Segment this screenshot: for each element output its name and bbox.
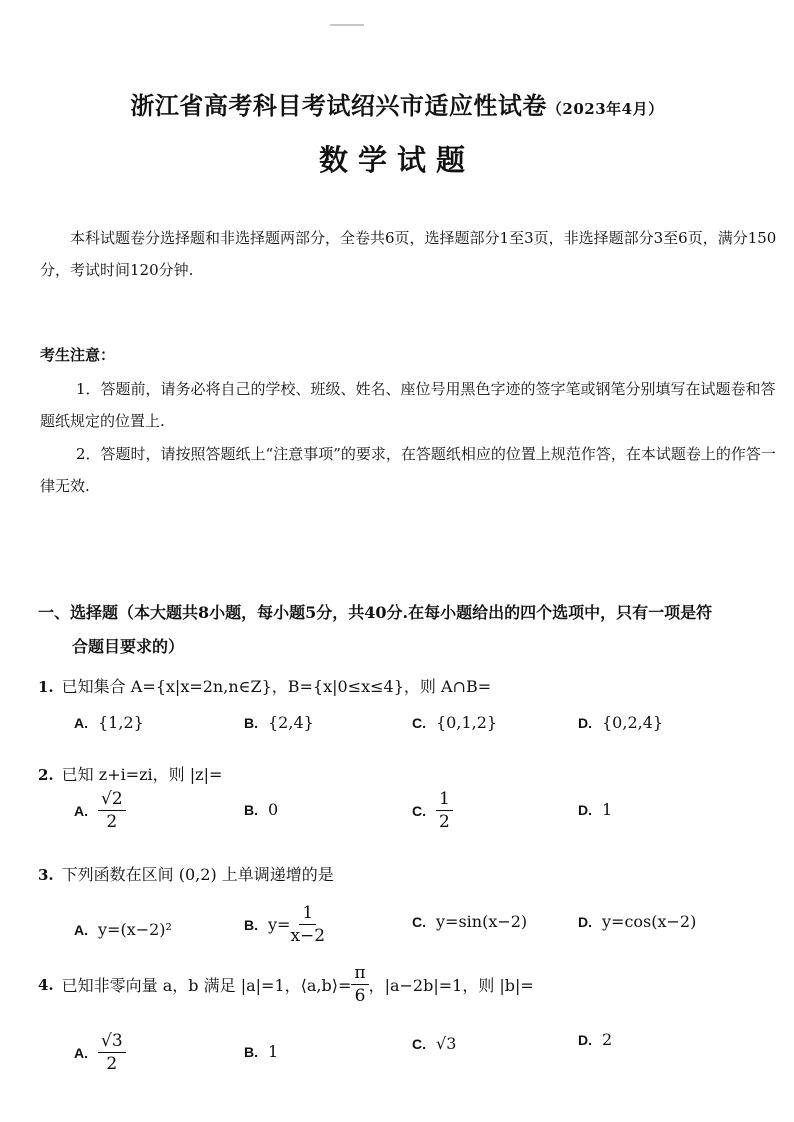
fraction-denominator: 2 <box>106 1054 118 1074</box>
fraction-numerator: √3 <box>98 1030 126 1053</box>
exam-title-text: 浙江省高考科目考试绍兴市适应性试卷 <box>130 91 547 120</box>
option-letter: A. <box>74 802 88 819</box>
fraction-denominator: 2 <box>439 812 450 832</box>
question-stem-part-1: 已知非零向量 a，b 满足 |a|=1，⟨a,b⟩= <box>61 976 352 995</box>
question-number: 2. <box>38 766 54 784</box>
stem-fraction <box>351 962 368 1007</box>
option-b <box>244 713 314 732</box>
option-letter: C. <box>412 714 426 731</box>
option-text: y=cos(x−2) <box>602 912 697 931</box>
option-text: y=(x−2)² <box>98 920 172 939</box>
option-text: {2,4} <box>268 713 314 732</box>
option-d <box>578 713 663 732</box>
option-text: √3 <box>436 1034 457 1053</box>
option-letter: D. <box>578 801 592 818</box>
option-prefix: y= <box>268 915 291 934</box>
option-letter: A. <box>74 1044 88 1061</box>
fraction-numerator: 1 <box>299 902 316 925</box>
fraction-denominator: x−2 <box>290 926 326 946</box>
option-d <box>578 1030 612 1049</box>
question-3 <box>38 862 758 885</box>
fraction-denominator: 2 <box>106 812 118 832</box>
notice-item-1: 1．答题前，请务必将自己的学校、班级、姓名、座位号用黑色字迹的签字笔或钢笔分别填写在试题卷和答题纸规定的位置上. <box>40 380 776 430</box>
option-b <box>244 902 325 947</box>
notice-item-2: 2．答题时，请按照答题纸上“注意事项”的要求，在答题纸相应的位置上规范作答，在本试题卷上的作答一律无效. <box>40 445 776 495</box>
option-c <box>412 713 497 732</box>
option-text: 0 <box>268 800 279 819</box>
exam-date: （2023年4月） <box>546 100 664 118</box>
option-text: {1,2} <box>98 713 144 732</box>
question-stem-part-2: ，|a−2b|=1，则 |b|= <box>368 976 534 995</box>
question-4 <box>38 962 758 1007</box>
option-a <box>74 788 126 833</box>
option-text: 1 <box>602 800 613 819</box>
option-b <box>244 800 278 819</box>
option-letter: C. <box>412 1035 426 1052</box>
question-2 <box>38 762 758 785</box>
option-letter: B. <box>244 714 258 731</box>
option-d <box>578 912 696 931</box>
question-stem: 已知集合 A={x|x=2n,n∈Z}，B={x|0≤x≤4}，则 A∩B= <box>61 677 492 696</box>
notice-heading: 考生注意： <box>40 346 116 364</box>
option-c <box>412 1034 456 1053</box>
question-stem: 下列函数在区间 (0,2) 上单调递增的是 <box>61 865 334 884</box>
option-c <box>412 788 453 833</box>
option-c <box>412 912 527 931</box>
section-heading <box>38 596 783 664</box>
intro-paragraph: 本科试题卷分选择题和非选择题两部分，全卷共6页，选择题部分1至3页，非选择题部分3至6页，满分150分，考试时间120分钟. <box>40 229 777 279</box>
option-letter: D. <box>578 913 592 930</box>
option-d <box>578 800 612 819</box>
question-number: 3. <box>38 866 54 884</box>
question-number: 1. <box>38 678 54 696</box>
option-letter: A. <box>74 921 88 938</box>
subject-title: 数学试题 <box>318 143 475 177</box>
exam-title <box>0 86 794 121</box>
option-letter: C. <box>412 913 426 930</box>
fraction-numerator: π <box>351 962 368 985</box>
option-a <box>74 713 144 732</box>
option-letter: B. <box>244 916 258 933</box>
option-a <box>74 920 172 939</box>
fraction-denominator: 6 <box>354 986 366 1006</box>
option-text: 2 <box>602 1030 613 1049</box>
option-letter: B. <box>244 1043 258 1060</box>
question-1 <box>38 674 758 697</box>
option-fraction <box>436 788 453 833</box>
fraction-numerator: 1 <box>436 788 453 811</box>
option-fraction <box>98 788 126 833</box>
option-letter: D. <box>578 1031 592 1048</box>
option-text: {0,1,2} <box>436 713 498 732</box>
option-text: {0,2,4} <box>602 713 664 732</box>
option-text: 1 <box>268 1042 279 1061</box>
option-text: y=sin(x−2) <box>436 912 528 931</box>
option-letter: B. <box>244 801 258 818</box>
option-b <box>244 1042 278 1061</box>
option-a <box>74 1030 126 1075</box>
section-heading-cont: 合题目要求的） <box>72 637 185 656</box>
option-fraction <box>290 902 325 947</box>
option-letter: A. <box>74 714 88 731</box>
question-number: 4. <box>38 975 54 994</box>
scan-smudge <box>330 24 364 26</box>
option-letter: C. <box>412 802 426 819</box>
option-fraction <box>98 1030 126 1075</box>
question-stem: 已知 z+i=zi，则 |z|= <box>61 765 223 784</box>
option-letter: D. <box>578 714 592 731</box>
fraction-numerator: √2 <box>98 788 126 811</box>
section-heading-text: 一、选择题（本大题共8小题，每小题5分，共40分.在每小题给出的四个选项中，只有一项是符 <box>38 603 713 622</box>
